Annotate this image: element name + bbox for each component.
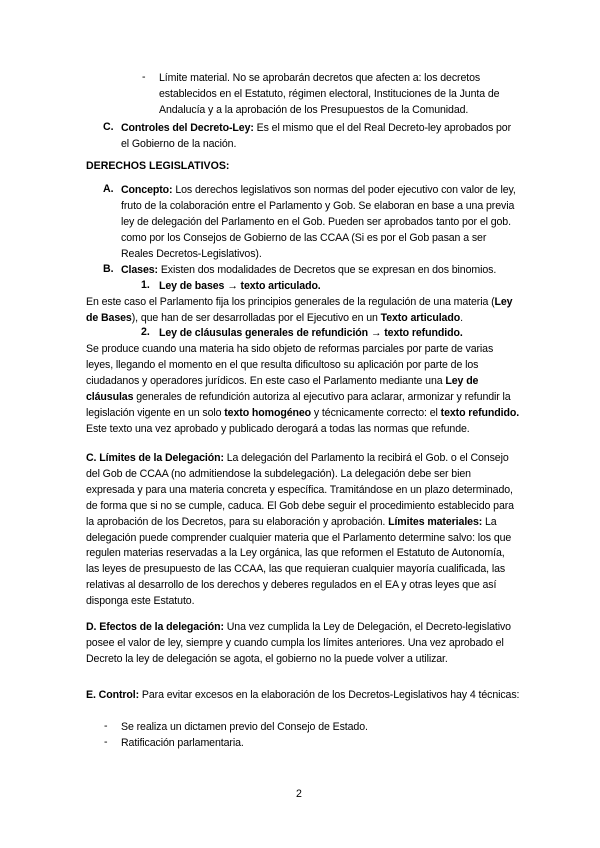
page-number: 2 [296,788,302,800]
arrow-icon: → [227,280,238,292]
control-paragraph [86,688,520,704]
list-marker-c: C. [103,121,114,133]
derechos-legislativos-heading: DERECHOS LEGISLATIVOS: [86,160,230,172]
limite-material-bullet [159,71,519,119]
text-run: En este caso el Parlamento fija los principios generales de la regulación de una materia ( [86,296,495,308]
list-marker-a: A. [103,183,114,195]
ley-bases-right: texto articulado. [240,280,321,292]
refundido-paragraph [86,342,520,437]
text-run: generales de refundición autoriza al ejecutivo para aclarar, armonizar y refundir la legislación vigente en un solo [86,390,511,419]
efectos-delegacion-paragraph [86,620,520,668]
bullet-marker: - [104,720,108,732]
controles-text: Es el mismo que el del Real Decreto-ley aprobados por el Gobierno de la nación. [121,122,512,150]
bold-run: Ley de cláusulas [86,374,479,403]
bullet-marker: - [142,71,146,83]
text-run: . [460,311,463,324]
arrow-icon: → [370,327,382,339]
ley-clausulas-item [159,326,519,342]
text-run: Este texto una vez aprobado y publicado derogará a todas las normas que refunde. [86,422,470,435]
ley-bases-paragraph [86,295,520,327]
clases-item [121,263,521,279]
controles-decreto-ley [121,121,521,153]
text-run: Se produce cuando una materia ha sido objeto de reformas parciales por parte de varias leyes, llegando el momento en el que resulta dificultoso su aplicación por parte de los ciudadanos y operadores jurídicos. En este caso el Parlamento mediante una [86,343,494,387]
numbered-marker-1: 1. [141,279,150,291]
concepto-label: Concepto: [121,184,173,196]
bold-run: Ley de Bases [86,296,513,324]
text-run: Para evitar excesos en la elaboración de los Decretos-Legislativos hay 4 técnicas: [139,689,520,701]
list-item [121,736,521,752]
ley-clausulas-right: texto refundido. [384,327,463,339]
clases-label: Clases: [121,264,158,276]
limite-material-text: Límite material. No se aprobarán decretos que afecten a: los decretos establecidos en el Estatuto, régimen electoral, Instituciones de la Junta de Andalucía y a la aprobación de los Presupuestos de la Comunidad. [159,72,500,116]
limites-delegacion-paragraph [86,451,520,610]
controles-label: Controles del Decreto-Ley: [121,122,254,134]
numbered-marker-2: 2. [141,326,150,338]
bold-run: texto refundido. [440,406,520,419]
bold-run: Texto articulado [380,311,461,324]
text-run: y técnicamente correcto: el [311,406,441,419]
bold-run: D. Efectos de la delegación: [86,621,224,633]
list-item-text: Se realiza un dictamen previo del Consejo de Estado. [121,721,368,733]
bullet-marker: - [104,736,108,748]
ley-bases-left: Ley de bases [159,280,225,292]
text-run: Una vez cumplida la Ley de Delegación, el Decreto-legislativo posee el valor de ley, siempre y cuando cumpla los límites anteriores. Una vez aprobado el Decreto la ley de delegación se agota, el gobierno no la puede volver a utilizar. [86,621,511,665]
ley-clausulas-left: Ley de cláusulas generales de refundición [159,327,369,339]
concepto-text: Los derechos legislativos son normas del poder ejecutivo con valor de ley, fruto de la colaboración entre el Parlamento y Gob. Se elaboran en base a una previa ley de delegación del Parlamento en el Gob. Pueden ser aprobados tanto por el gob. como por los Consejos de Gobierno de las CCAA (Si es por el Gob pasan a ser Reales Decretos-Legislativos). [121,184,516,260]
bold-run: E. Control: [86,689,140,701]
ley-bases-item [159,279,519,295]
list-item [121,720,521,736]
bold-run: texto homogéneo [224,406,312,419]
list-marker-b: B. [103,263,114,275]
text-run: La delegación puede comprender cualquier materia que el Parlamento determine salvo: los que regulen materias reservadas a la Ley orgánica, las que reformen el Estatuto de Autonomía, las leyes de presupuesto de las CCAA, las que requieran cualquier mayoría cualificada, las relativas al desarrollo de los derechos y deberes regulados en el EA y otras leyes que así disponga este Estatuto. [86,515,512,608]
bold-run: Límites materiales: [388,515,483,528]
text-run: ), que han de ser desarrolladas por el Ejecutivo en un [131,311,381,324]
list-item-text: Ratificación parlamentaria. [121,737,244,749]
text-run: La delegación del Parlamento la recibirá el Gob. o el Consejo del Gob de CCAA (no admitiendose la subdelegación). La delegación debe ser bien expresada y para una materia concreta y específica. Tramitándose en un plazo determinado, de forma que si no se cumple, caduca. El Gob debe seguir el procedimiento establecido para la aprobación de los Decretos, para su elaboración y aprobación. [86,452,514,528]
bold-run: C. Límites de la Delegación: [86,452,224,464]
clases-text: Existen dos modalidades de Decretos que se expresan en dos binomios. [158,264,497,276]
concepto-item [121,183,521,263]
